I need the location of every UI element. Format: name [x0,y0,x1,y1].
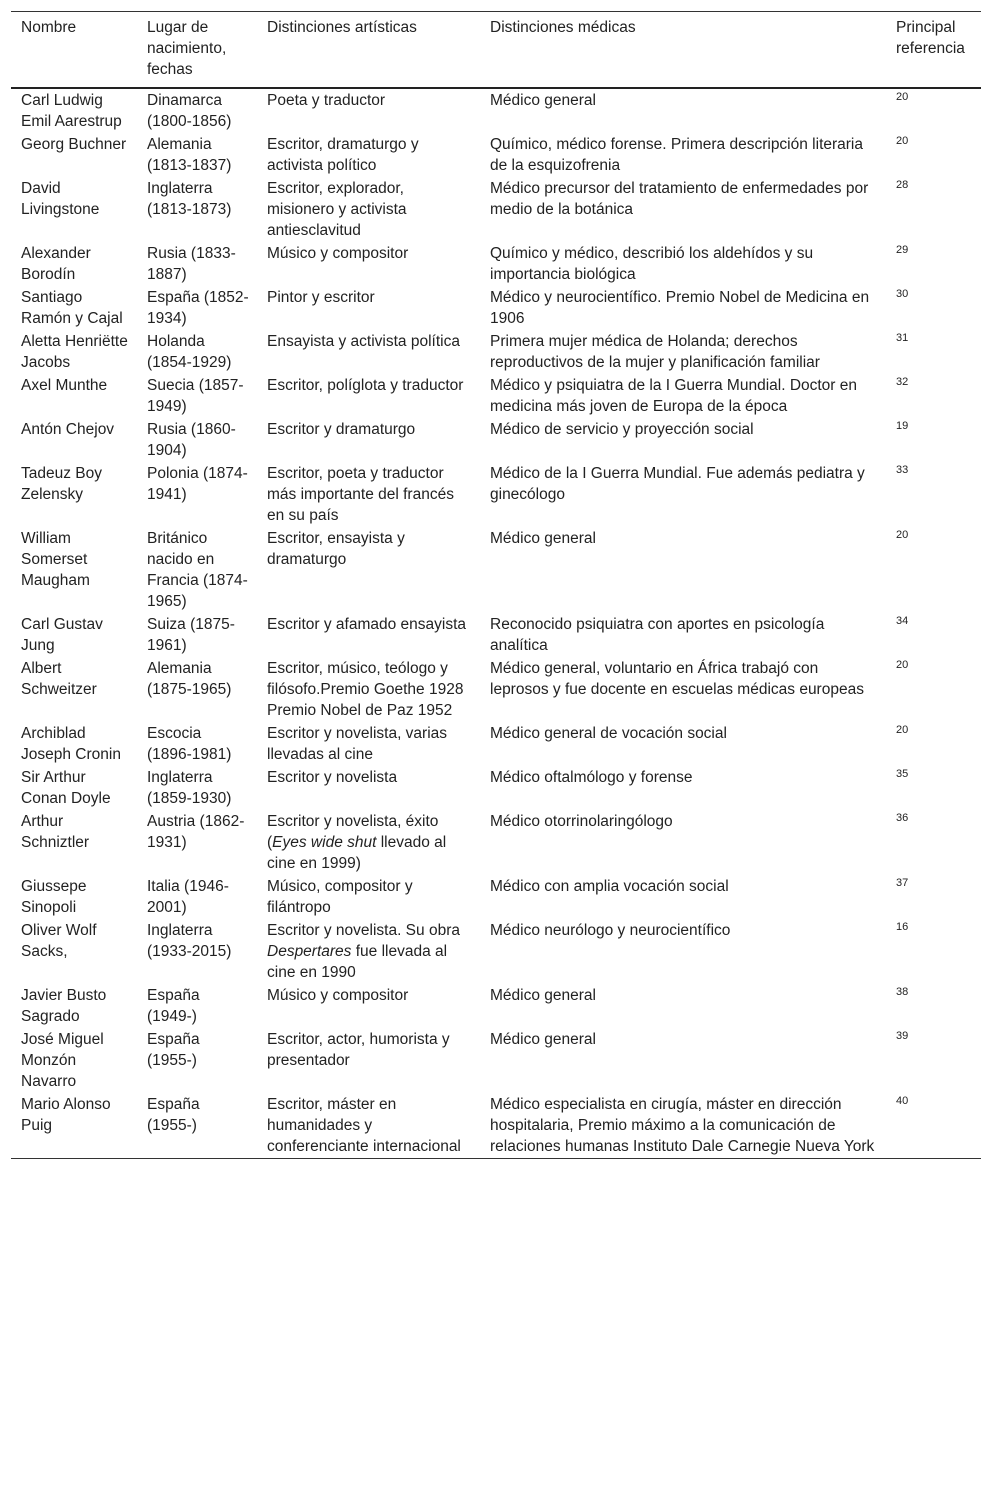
cell-distinciones-artisticas: Escritor, políglota y traductor [267,377,464,394]
cell-referencia: 19 [896,420,909,432]
cell-referencia: 16 [896,921,909,933]
cell-distinciones-artisticas: Poeta y traductor [267,92,386,109]
table-row [11,418,981,462]
cell-nombre: Arthur Schniztler [21,813,90,851]
cell-distinciones-medicas: Médico con amplia vocación social [490,878,729,895]
artisticas-text: Escritor y novelista. Su obra [267,922,460,939]
artisticas-text: fue llevada al cine en 1990 [267,943,448,981]
cell-distinciones-artisticas: Escritor, máster en humanidades y conferenciante internacional [267,1096,461,1155]
cell-distinciones-medicas: Médico neurólogo y neurocientífico [490,922,731,939]
work-title: Despertares [267,943,352,960]
cell-lugar: Dinamarca (1800-1856) [147,92,232,130]
cell-distinciones-medicas: Médico de servicio y proyección social [490,421,754,438]
work-title: Eyes wide shut [272,834,377,851]
cell-referencia: 39 [896,1030,909,1042]
cell-distinciones-artisticas: Escritor y afamado ensayista [267,616,467,633]
cell-distinciones-artisticas: Músico y compositor [267,987,409,1004]
cell-referencia: 20 [896,135,909,147]
cell-referencia: 32 [896,376,909,388]
table-row [11,286,981,330]
table-row [11,1093,981,1159]
cell-lugar: Italia (1946-2001) [147,878,229,916]
artisticas-text: llevado al cine en 1999) [267,834,447,872]
cell-lugar: Rusia (1860-1904) [147,421,236,459]
cell-referencia: 20 [896,91,909,103]
table-row [11,810,981,875]
cell-distinciones-medicas: Médico general [490,987,596,1004]
cell-nombre: Alexander Borodín [21,245,91,283]
cell-lugar: Alemania (1875-1965) [147,660,232,698]
artisticas-text: Escritor y novelista, éxito ( [267,813,439,851]
header-nombre: Nombre [21,19,77,36]
table-row [11,88,981,133]
cell-lugar: España (1955-) [147,1031,200,1069]
cell-referencia: 33 [896,464,909,476]
cell-referencia: 40 [896,1095,909,1107]
header-lugar: Lugar de nacimiento, fechas [147,19,227,78]
cell-lugar: Austria (1862-1931) [147,813,245,851]
table-row [11,875,981,919]
cell-nombre: William Somerset Maugham [21,530,90,589]
table-row [11,177,981,242]
cell-nombre: Oliver Wolf Sacks, [21,922,97,960]
cell-lugar: España (1955-) [147,1096,200,1134]
cell-distinciones-artisticas: Pintor y escritor [267,289,375,306]
cell-nombre: Georg Buchner [21,136,127,153]
table-row [11,527,981,613]
cell-lugar: España (1852-1934) [147,289,249,327]
cell-referencia: 20 [896,659,909,671]
cell-lugar: Escocia (1896-1981) [147,725,232,763]
cell-distinciones-artisticas: Escritor, actor, humorista y presentador [267,1031,450,1069]
cell-distinciones-artisticas [257,810,480,875]
cell-nombre: Sir Arthur Conan Doyle [21,769,111,807]
cell-lugar: Rusia (1833-1887) [147,245,236,283]
physicians-artists-table [11,11,981,1159]
cell-nombre: Carl Gustav Jung [21,616,103,654]
cell-lugar: Inglaterra (1859-1930) [147,769,232,807]
cell-distinciones-medicas: Médico general [490,530,596,547]
cell-referencia: 31 [896,332,909,344]
cell-referencia: 37 [896,877,909,889]
cell-lugar: Polonia (1874-1941) [147,465,248,503]
cell-lugar: Inglaterra (1813-1873) [147,180,232,218]
cell-lugar: Suiza (1875-1961) [147,616,235,654]
cell-distinciones-medicas: Médico otorrinolaringólogo [490,813,673,830]
cell-distinciones-artisticas [257,919,480,984]
cell-distinciones-medicas: Médico y psiquiatra de la I Guerra Mundial. Doctor en medicina más joven de Europa de la época [490,377,858,415]
table-row [11,919,981,984]
header-distinciones-medicas: Distinciones médicas [490,19,636,36]
cell-nombre: Antón Chejov [21,421,115,438]
cell-referencia: 20 [896,529,909,541]
cell-distinciones-artisticas: Escritor y novelista [267,769,398,786]
cell-referencia: 28 [896,179,909,191]
cell-distinciones-artisticas: Escritor, explorador, misionero y activista antiesclavitud [267,180,407,239]
cell-lugar: Suecia (1857-1949) [147,377,244,415]
cell-nombre: Santiago Ramón y Cajal [21,289,123,327]
cell-distinciones-artisticas: Escritor y novelista, varias llevadas al cine [267,725,448,763]
cell-nombre: Archiblad Joseph Cronin [21,725,121,763]
cell-referencia: 36 [896,812,909,824]
cell-nombre: Mario Alonso Puig [21,1096,111,1134]
cell-distinciones-artisticas: Músico y compositor [267,245,409,262]
cell-distinciones-artisticas: Músico, compositor y filántropo [267,878,413,916]
table-row [11,984,981,1028]
cell-nombre: David Livingstone [21,180,100,218]
cell-distinciones-medicas: Médico especialista en cirugía, máster en dirección hospitalaria, Premio máximo a la comunicación de relaciones humanas Instituto Dale Carnegie Nueva York [490,1096,875,1155]
cell-referencia: 20 [896,724,909,736]
cell-nombre: Tadeuz Boy Zelensky [21,465,102,503]
cell-nombre: Axel Munthe [21,377,108,394]
cell-distinciones-artisticas: Escritor, poeta y traductor más importante del francés en su país [267,465,454,524]
table-row [11,462,981,527]
cell-distinciones-artisticas: Ensayista y activista política [267,333,460,350]
cell-distinciones-medicas: Médico general [490,92,596,109]
cell-lugar: Holanda (1854-1929) [147,333,232,371]
cell-distinciones-medicas: Químico y médico, describió los aldehídos y su importancia biológica [490,245,814,283]
cell-distinciones-medicas: Químico, médico forense. Primera descripción literaria de la esquizofrenia [490,136,863,174]
cell-distinciones-medicas: Médico precursor del tratamiento de enfermedades por medio de la botánica [490,180,869,218]
cell-distinciones-medicas: Médico oftalmólogo y forense [490,769,693,786]
cell-distinciones-medicas: Médico general de vocación social [490,725,727,742]
cell-distinciones-artisticas: Escritor, músico, teólogo y filósofo.Premio Goethe 1928 Premio Nobel de Paz 1952 [267,660,464,719]
table-row [11,330,981,374]
table-row [11,133,981,177]
table-row [11,722,981,766]
cell-distinciones-medicas: Médico general, voluntario en África trabajó con leprosos y fue docente en escuelas médicas europeas [490,660,864,698]
cell-lugar: España (1949-) [147,987,200,1025]
cell-nombre: Carl Ludwig Emil Aarestrup [21,92,122,130]
header-principal-referencia: Principal referencia [896,19,965,57]
table-body [11,88,981,1159]
cell-distinciones-medicas: Primera mujer médica de Holanda; derechos reproductivos de la mujer y planificación familiar [490,333,820,371]
cell-distinciones-medicas: Médico general [490,1031,596,1048]
cell-nombre: Giussepe Sinopoli [21,878,87,916]
cell-nombre: Aletta Henriëtte Jacobs [21,333,128,371]
table-row [11,1028,981,1093]
cell-nombre: José Miguel Monzón Navarro [21,1031,104,1090]
table-row [11,374,981,418]
cell-nombre: Albert Schweitzer [21,660,97,698]
table-row [11,242,981,286]
cell-referencia: 38 [896,986,909,998]
cell-referencia: 30 [896,288,909,300]
cell-referencia: 29 [896,244,909,256]
cell-distinciones-medicas: Reconocido psiquiatra con aportes en psicología analítica [490,616,825,654]
cell-distinciones-artisticas: Escritor y dramaturgo [267,421,416,438]
cell-referencia: 34 [896,615,909,627]
header-row [11,12,981,89]
cell-distinciones-medicas: Médico y neurocientífico. Premio Nobel de Medicina en 1906 [490,289,870,327]
cell-lugar: Alemania (1813-1837) [147,136,232,174]
cell-lugar: Inglaterra (1933-2015) [147,922,232,960]
table-row [11,766,981,810]
cell-distinciones-artisticas: Escritor, dramaturgo y activista político [267,136,419,174]
cell-lugar: Británico nacido en Francia (1874-1965) [147,530,248,610]
table-header [11,12,981,89]
cell-distinciones-medicas: Médico de la I Guerra Mundial. Fue además pediatra y ginecólogo [490,465,865,503]
cell-referencia: 35 [896,768,909,780]
cell-distinciones-artisticas: Escritor, ensayista y dramaturgo [267,530,405,568]
table-row [11,613,981,657]
table-row [11,657,981,722]
header-distinciones-artisticas: Distinciones artísticas [267,19,417,36]
cell-nombre: Javier Busto Sagrado [21,987,107,1025]
